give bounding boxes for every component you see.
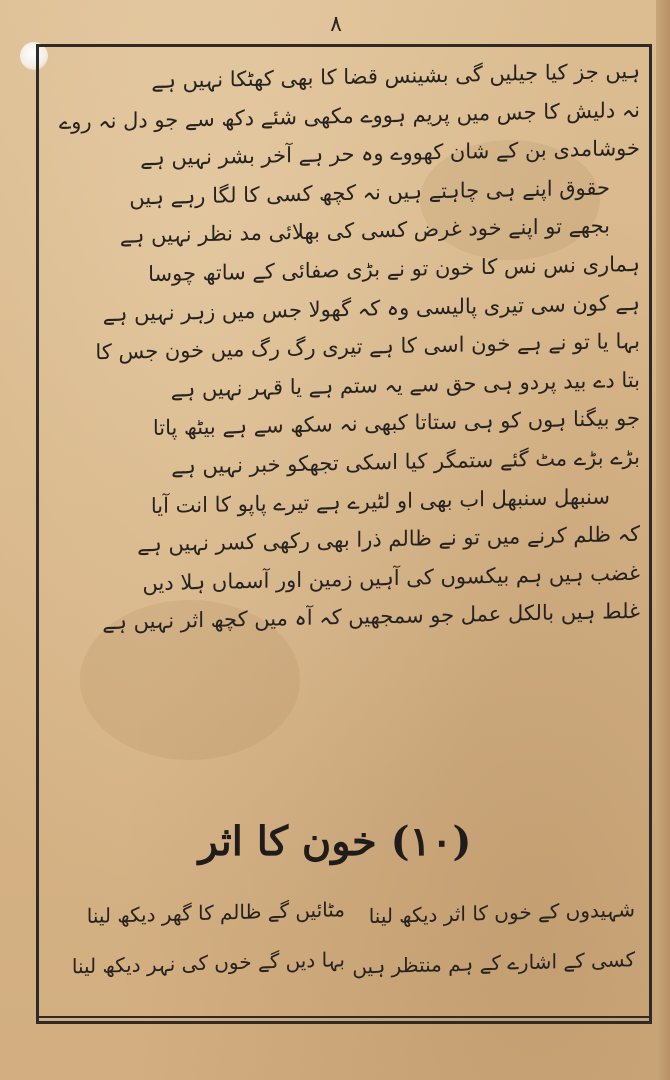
poem-heading: (۱۰) خون کا اثر: [198, 818, 472, 865]
couplet-column-left: [55, 888, 345, 988]
verse-line: جو بیگنا ہوں کو ہی ستاتا کبھی نہ سکھ سے ہے بیٹھ پاتا: [152, 406, 640, 441]
verse-line: بڑے بڑے مٹ گئے ستمگر کیا اسکی تجھکو خبر نہیں ہے: [171, 444, 640, 479]
verse-line: نہ دلیش کا جس میں پریم ہووے مکھی شئے دکھ سے جو دل نہ روے: [59, 97, 640, 134]
couplet-line: بہا دیں گے خوں کی نہر دیکھ لینا: [71, 947, 345, 979]
verse-block: [50, 58, 640, 637]
verse-line: بجھے تو اپنے خود غرض کسی کی بھلائی مد نظر نہیں ہے: [119, 213, 610, 249]
verse-line: خوشامدی بن کے شان کھووے وہ حر ہے آخر بشر نہیں ہے: [140, 136, 640, 171]
verse-line: کہ ظلم کرنے میں تو نے ظالم ذرا بھی رکھی کسر نہیں ہے: [137, 521, 640, 557]
page-number: ۸: [330, 12, 342, 37]
verse-line: ہیں جز کیا جیلیں گی بشینس قضا کا بھی کھٹکا نہیں ہے: [151, 58, 640, 94]
verse-line: ہماری نس نس کا خون تو نے بڑی صفائی کے ساتھ چوسا: [148, 251, 640, 287]
couplet-line: کسی کے اشارے کے ہم منتظر ہیں: [352, 947, 635, 979]
verse-line: بتا دے بید پردو ہی حق سے یہ ستم ہے یا قہر نہیں ہے: [170, 367, 640, 402]
verse-line: بہا یا تو نے ہے خون اسی کا ہے تیری رگ رگ میں خون جس کا: [95, 328, 640, 365]
verse-line: غلط ہیں بالکل عمل جو سمجھیں کہ آہ میں کچھ اثر نہیں ہے: [102, 599, 640, 635]
verse-line: حقوق اپنے ہی چاہتے ہیں نہ کچھ کسی کا لگا رہے ہیں: [129, 175, 610, 210]
border-inner-line: [38, 1016, 650, 1018]
couplet-line: مٹائیں گے ظالم کا گھر دیکھ لینا: [86, 897, 345, 928]
verse-line: سنبھل سنبھل اب بھی او لٹیرے ہے تیرے پاپو کا انت آیا: [150, 483, 610, 518]
page-edge: [656, 0, 670, 1080]
verse-line: ہے کون سی تیری پالیسی وہ کہ گھولا جس میں زہر نہیں ہے: [102, 290, 640, 326]
couplet-line: شہیدوں کے خوں کا اثر دیکھ لینا: [368, 897, 635, 929]
verse-line: غضب ہیں ہم بیکسوں کی آہیں زمین اور آسماں ہلا دیں: [142, 560, 640, 595]
couplet-column-right: [345, 888, 635, 988]
